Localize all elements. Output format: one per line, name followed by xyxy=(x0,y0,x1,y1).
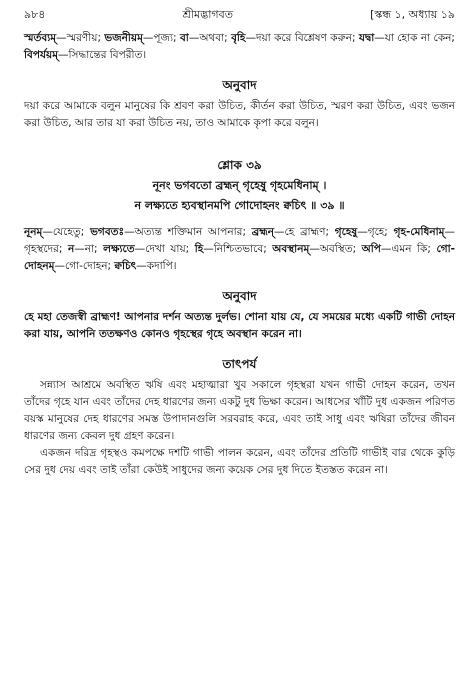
synonym-term: ভজনীয়ম্ xyxy=(104,32,143,44)
synonym-term: অবস্থানম্ xyxy=(272,243,310,255)
synonym-term: স্মর্তব্যম্ xyxy=(24,32,57,44)
synonym-term: লক্ষ্যতে xyxy=(103,243,135,255)
synonym-term: বৃহি xyxy=(231,32,246,44)
synonym-term: গো-দোহনম্ xyxy=(24,243,456,272)
synonym-meaning: —দয়া করে বিশ্লেষণ করুন; xyxy=(245,32,359,44)
translation-heading: অনুবাদ xyxy=(222,78,257,92)
synonym-meaning: —কদাপি। xyxy=(136,260,177,272)
purport-paragraph-1: সন্ন্যাস আশ্রমে অবস্থিত ঋষি এবং মহাত্মারা খুব সকালে গৃহস্থরা যখন গাভী দোহন করেন, তখন তাঁদের গৃহে যান এবং তাঁদের দেহ ধারণের জন্য একটু দুধ ভিক্ষা করেন। আধসের খাঁটি দুধ একজন পরিণত বয়স্ক মানুষের দেহ ধারণের সমস্ত উপাদানগুলি সরবরাহ করে, এবং তাই সাধু এবং ঋষিরা তাঁদের জীবন ধারণের জন্য কেবল দুধ গ্রহণ করেন। xyxy=(24,379,455,442)
purport-paragraph-2: একজন দরিদ্র গৃহস্থও কমপক্ষে দশটি গাভী পালন করেন, এবং তাঁদের প্রতিটি গাভীই বার থেকে কুড়ি সের দুধ দেয় এবং তাই তাঁরা কেউই সাধুদের জন্য কয়েক সের দুধ দিতে ইতস্তত করেন না। xyxy=(24,447,455,476)
synonym-meaning: —দেখা যায়; xyxy=(134,243,195,255)
synonym-term: গৃহেষু xyxy=(334,226,358,238)
synonym-meaning: —যা হোক না কেন; xyxy=(374,32,455,44)
synonym-meaning: —গো-দোহন; xyxy=(54,260,115,272)
section-label: [স্কন্ধ ১, অধ্যায় ১৯ xyxy=(370,8,455,21)
synonym-term: বিপর্যয়ম্ xyxy=(24,49,59,61)
synonym-meaning: —সিদ্ধান্তের বিপরীত। xyxy=(58,49,147,61)
synonym-term: ন xyxy=(67,243,75,255)
synonym-term: হি xyxy=(194,243,204,255)
translation-heading: অনুবাদ xyxy=(222,289,257,303)
verse-synonyms xyxy=(24,224,455,275)
running-head xyxy=(24,0,455,22)
verse-line-2: ন লক্ষ্যতে হ্যবস্থানমপি গোদোহনং ক্বচিৎ ॥ ৩৯ ॥ xyxy=(134,199,345,212)
purport-heading: তাৎপর্য xyxy=(222,357,257,371)
synonym-term: ক্বচিৎ xyxy=(114,260,137,272)
synonym-term: অপি xyxy=(361,243,381,255)
translation-text: দয়া করে আমাকে বলুন মানুষের কি শ্রবণ করা উচিত, কীর্তন করা উচিত, স্মরণ করা উচিত, এবং ভজন করা উচিত, আর তার যা করা উচিত নয়, তাও আমাকে কৃপা করে বলুন। xyxy=(24,100,455,129)
verse-line-1: নূনং ভগবতো ব্রহ্মন্ গৃহেষু গৃহমেধিনাম্ । xyxy=(152,179,327,192)
synonym-term: গৃহ-মেধিনাম্ xyxy=(393,226,445,238)
book-title: শ্রীমদ্ভাগবত xyxy=(182,8,233,21)
synonym-meaning: —না; xyxy=(74,243,104,255)
synonym-meaning: —এমন কি; xyxy=(380,243,437,255)
translation-text: হে মহা তেজস্বী ব্রাহ্মণ! আপনার দর্শন অত্যন্ত দুর্লভ। শোনা যায় যে, যে সময়ের মধ্যে একটি গাভী দোহন করা যায়, আপনি ততক্ষণও কোনও গৃহস্থের গৃহে অবস্থান করেন না। xyxy=(24,311,455,340)
page-number: ৯৮৪ xyxy=(24,8,46,21)
synonym-meaning: —অথবা; xyxy=(188,32,232,44)
synonym-meaning: —নিশ্চিতভাবে; xyxy=(203,243,273,255)
verse-heading: শ্লোক ৩৯ xyxy=(217,158,262,172)
synonym-meaning: —হে ব্রাহ্মণ; xyxy=(274,226,335,238)
synonym-term: যদ্বা xyxy=(358,32,375,44)
synonym-term: নূনম্ xyxy=(24,226,43,238)
synonym-meaning: —গৃহস্থদের; xyxy=(24,226,455,255)
synonym-term: বা xyxy=(179,32,189,44)
synonym-meaning: —পূজ্য; xyxy=(142,32,180,44)
synonym-meaning: —যেহেতু; xyxy=(42,226,91,238)
synonym-meaning: —গৃহে; xyxy=(357,226,394,238)
synonym-meaning: —স্মরণীয়; xyxy=(56,32,105,44)
synonym-term: ব্রহ্মন্ xyxy=(251,226,275,238)
synonym-term: ভগবতঃ xyxy=(90,226,125,238)
synonym-meaning: —অবস্থিত; xyxy=(309,243,362,255)
synonym-meaning: —অত্যন্ত শক্তিমান আপনার; xyxy=(124,226,252,238)
top-synonyms xyxy=(24,30,455,64)
